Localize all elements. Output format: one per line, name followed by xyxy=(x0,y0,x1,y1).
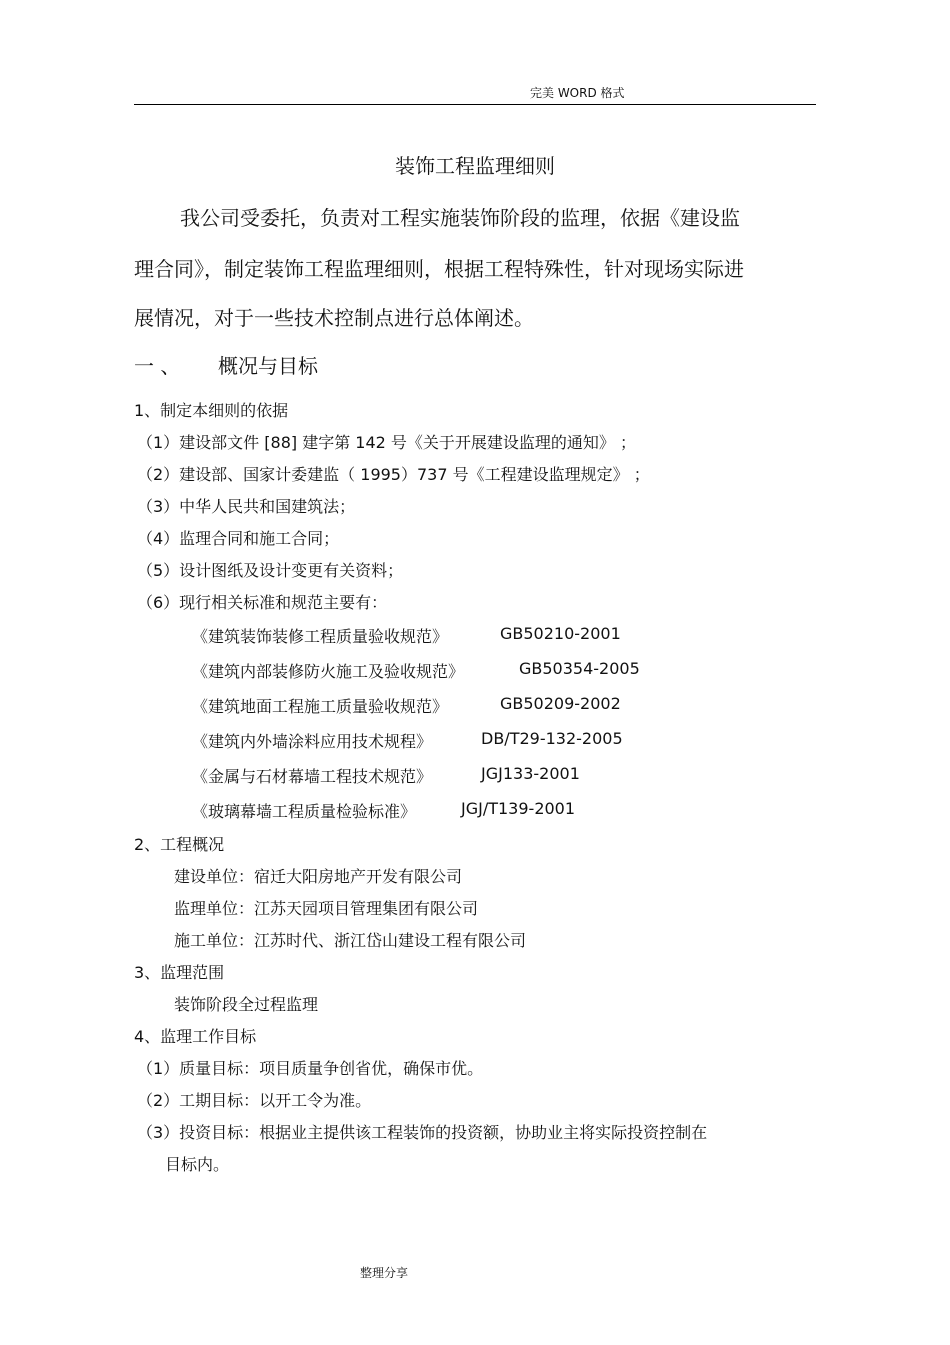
standard-name: 《建筑内部装修防火施工及验收规范》 xyxy=(192,662,465,681)
intro-line-3: 展情况，对于一些技术控制点进行总体阐述。 xyxy=(134,306,534,330)
standard-code: JGJ/T139-2001 xyxy=(461,799,576,818)
investment-goal-continued: 目标内。 xyxy=(165,1155,230,1174)
header-rule xyxy=(134,104,816,105)
document-title: 装饰工程监理细则 xyxy=(395,154,555,178)
scope-heading: 3、监理范围 xyxy=(134,963,225,982)
scope-text: 装饰阶段全过程监理 xyxy=(174,995,319,1014)
standard-code: DB/T29-132-2005 xyxy=(481,729,623,748)
intro-line-2: 理合同》，制定装饰工程监理细则，根据工程特殊性，针对现场实际进 xyxy=(134,257,744,281)
basis-item: （2）建设部、国家计委建监（ 1995）737 号《工程建设监理规定》 ； xyxy=(137,465,650,484)
standard-name: 《建筑地面工程施工质量验收规范》 xyxy=(192,697,449,716)
page-footer: 整理分享 xyxy=(360,1266,409,1280)
contractor-unit: 施工单位：江苏时代、浙江岱山建设工程有限公司 xyxy=(174,931,527,950)
intro-line-1: 我公司受委托，负责对工程实施装饰阶段的监理，依据《建设监 xyxy=(180,206,740,230)
investment-goal: （3）投资目标：根据业主提供该工程装饰的投资额，协助业主将实际投资控制在 xyxy=(137,1123,708,1142)
standard-name: 《玻璃幕墙工程质量检验标准》 xyxy=(192,802,417,821)
overview-heading: 2、工程概况 xyxy=(134,835,225,854)
goals-heading: 4、监理工作目标 xyxy=(134,1027,257,1046)
section-number: 一 、 xyxy=(134,354,181,378)
schedule-goal: （2）工期目标：以开工令为准。 xyxy=(137,1091,372,1110)
page-header: 完美 WORD 格式 xyxy=(530,86,625,100)
standard-name: 《建筑内外墙涂料应用技术规程》 xyxy=(192,732,433,751)
basis-item: （4）监理合同和施工合同； xyxy=(137,529,340,548)
basis-item: （1）建设部文件 [88] 建字第 142 号《关于开展建设监理的通知》 ； xyxy=(137,433,636,452)
standard-code: JGJ133-2001 xyxy=(481,764,580,783)
quality-goal: （1）质量目标：项目质量争创省优，确保市优。 xyxy=(137,1059,484,1078)
standard-code: GB50209-2002 xyxy=(500,694,621,713)
supervisor-unit: 监理单位：江苏天园项目管理集团有限公司 xyxy=(174,899,479,918)
basis-heading: 1、制定本细则的依据 xyxy=(134,401,289,420)
standard-code: GB50210-2001 xyxy=(500,624,621,643)
basis-item: （3）中华人民共和国建筑法； xyxy=(137,497,356,516)
standard-code: GB50354-2005 xyxy=(519,659,640,678)
standard-name: 《金属与石材幕墙工程技术规范》 xyxy=(192,767,433,786)
basis-item: （6）现行相关标准和规范主要有： xyxy=(137,593,388,612)
section-title: 概况与目标 xyxy=(218,354,318,378)
builder-unit: 建设单位：宿迁大阳房地产开发有限公司 xyxy=(174,867,463,886)
basis-item: （5）设计图纸及设计变更有关资料； xyxy=(137,561,404,580)
standard-name: 《建筑装饰装修工程质量验收规范》 xyxy=(192,627,449,646)
